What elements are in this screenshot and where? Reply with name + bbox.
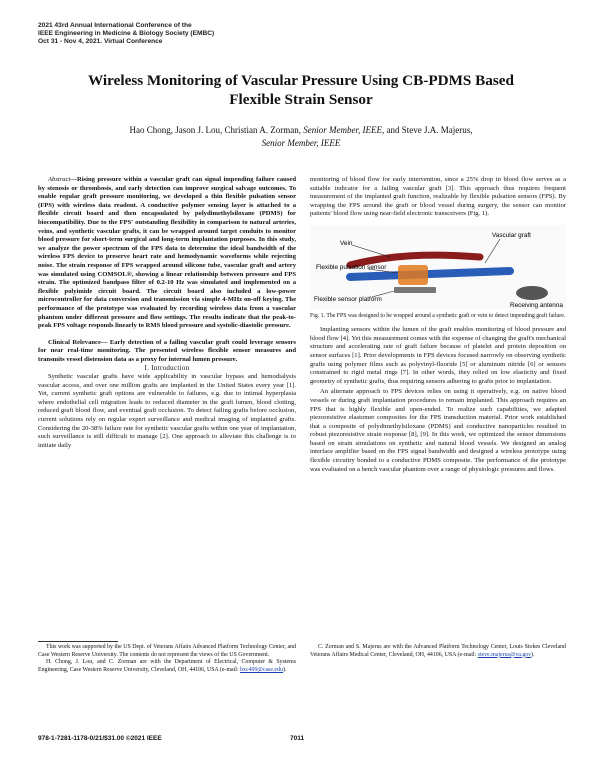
- footnotes-right: [310, 644, 566, 659]
- page-number: 7011: [290, 735, 305, 742]
- copyright-footer: 978-1-7281-1178-0/21/$31.00 ©2021 IEEE: [38, 735, 162, 742]
- affiliation-footnote-1: [38, 659, 296, 674]
- authors-and: , and Steve J.A. Majerus,: [382, 125, 473, 135]
- affiliation-footnote-2: [310, 644, 566, 659]
- conference-header: [38, 22, 214, 47]
- conference-line-1: 2021 43rd Annual International Conference of the: [38, 22, 192, 29]
- platform-shape: [394, 287, 436, 293]
- figure-label-graft: Vascular graft: [492, 231, 531, 239]
- funding-footnote: This work was supported by the US Dept. of Veterans Affairs Advanced Platform Technology Center, and Case Western Reserve University. The contents do not represent the views of the US Government.: [38, 644, 296, 658]
- author-list: [40, 124, 562, 150]
- title-line-2: Flexible Strain Sensor: [229, 91, 373, 108]
- figure-1: [310, 225, 566, 309]
- footnote-rule: [38, 641, 118, 642]
- authors-membership-2: Senior Member, IEEE: [261, 138, 341, 148]
- figure-label-vein: Vein: [340, 239, 353, 247]
- affiliation-2-end: ).: [531, 651, 535, 658]
- intro-paragraph-1-continued: monitoring of blood flow for early intervention, since a 25% drop in blood flow serves as a suitable indicator for a failing vascular graft [3]. This approach thus requires frequent measurement of the implanted graft function, realizable by flexible pulsation sensors (FPS). By wrapping the FPS around the graft or blood vessel during surgery, the sensor can monitor patients' blood flow using near-field electronic transceivers (Fig. 1).: [310, 176, 566, 218]
- figure-label-platform: Flexible sensor platform: [314, 295, 382, 303]
- affiliation-1-text: H. Chong, J. Lou, and C. Zorman are with the Department of Electrical, Computer & Systems Engineering, Case Western Reserve University, Cleveland, OH, 44106, USA (e-mail:: [38, 659, 296, 673]
- title-line-1: Wireless Monitoring of Vascular Pressure Using CB-PDMS Based: [88, 72, 514, 89]
- authors-line-2: [40, 137, 562, 150]
- footnotes-left: [38, 644, 296, 674]
- figure-label-antenna: Receiving antenna: [510, 301, 563, 309]
- abstract: [38, 176, 296, 331]
- authors-names: Hao Chong, Jason J. Lou, Christian A. Zorman,: [129, 125, 304, 135]
- email-link-2[interactable]: steve.majerus@va.gov: [477, 651, 532, 658]
- figure-1-illustration: [310, 225, 566, 309]
- affiliation-2-text: C. Zorman and S. Majerus are with the Advanced Platform Technology Center, Louis Stokes Cleveland Veterans Affairs Medical Center, Cleveland, OH, 44106, USA (e-mail:: [310, 644, 566, 658]
- antenna-shape: [516, 286, 548, 300]
- abstract-text: —Rising pressure within a vascular graft can signal impending failure caused by stenosis or thrombosis, and early detection can improve surgical salvage outcomes. To enable regular graft pressure monitoring, we developed a thin flexible pulsation sensor (FPS) with wireless data readout. A conductive polymer sensing layer is attached to a flexible circuit board and then encapsulated by polydimethylsiloxane (PDMS) for biocompatibility. Due to the FPS' outstanding flexibility in comparison to natural arteries, veins, and synthetic vascular grafts, it can be wrapped around target conduits to monitor blood pressure for short-term surgical and long-term implantation purposes. In this study, we analyze the power spectrum of the FPS data to determine the ideal bandwidth of the wireless FPS device to preserve heart rate and hemodynamic waveforms while rejecting noise. The strain response of FPS wrapped around silicone tube, vascular graft and artery was simulated using COMSOL®, showing a linear relationship between pressure and FPS strain. The optimized bandpass filter of 0.2-10 Hz was simulated and implemented on a flexible polyimide circuit board. The circuit board also included a low-power microcontroller for data conversion and transmission via simple 4-MHz on-off keying. The performance of the prototype was evaluated by recording wireless data from a vascular phantom under different pressure and flow settings. The results indicate that the peak-to-peak FPS voltage responds linearly to RMS blood pressure and systolic-diastolic pressure.: [38, 176, 296, 330]
- clinical-relevance: Clinical Relevance— Early detection of a failing vascular graft could leverage sensors for near real-time monitoring. The presented wireless flexible sensor measures and transmits vessel distension data as a proxy for internal lumen pressure.: [38, 338, 296, 363]
- authors-line-1: [40, 124, 562, 137]
- authors-membership-1: Senior Member, IEEE: [303, 125, 382, 135]
- left-column: [38, 176, 296, 450]
- paper-title: [40, 71, 562, 109]
- affiliation-1-end: ).: [282, 666, 287, 673]
- right-column: [310, 176, 566, 474]
- intro-paragraph-1: Synthetic vascular grafts have wide applicability in vascular bypass and hemodialysis vascular access, and over one million grafts are implanted in the United States every year [1]. Yet, current synthetic graft options are vulnerable to failures, e.g. due to intimal hyperplasia where endothelial cell migration leads to reduced diameter in the graft lumen, blood clotting, reduced graft blood flow, and eventual graft occlusion. To detect failing grafts before occlusion, current solutions rely on regular expert surveillance and medical imaging of implanted grafts. Considering the 20-38% failure rate for synthetic vascular grafts within one year of implantation, such surveillance is still difficult to manage [2]. One approach to alleviate this challenge is to initiate daily: [38, 373, 296, 449]
- conference-line-2: IEEE Engineering in Medicine & Biology Society (EMBC): [38, 30, 215, 38]
- section-heading-introduction: I. Introduction: [144, 364, 190, 373]
- email-link-1[interactable]: hxc499@case.edu: [240, 666, 283, 673]
- sensor-shape: [398, 265, 428, 285]
- intro-paragraph-3: An alternate approach to FPS devices relies on using it operatively, e.g. on native blood vessels or during graft implantation procedures to remain implanted. This approach requires an FPS that is highly flexible and open-ended. To realize such capabilities, we adapted piezoresistive elastomer composites for the FPS transduction material. Prior work established that a composite of polydimethylsiloxane (PDMS) and conductive nanoparticles resulted in robust piezoresistive strain response [8], [9]. In this work, we optimized the sensor dimensions based on strain simulations on synthetic and natural blood vessels. We designed an analog interface amplifier based on the FPS signal bandwidth and designed a wireless prototype using flexible circuitry bonded to a conductive PDMS composite. The performance of the prototype was evaluated on a bench vascular phantom over a range of physiologic pressures and flows.: [310, 388, 566, 473]
- conference-line-3: Oct 31 - Nov 4, 2021. Virtual Conference: [38, 38, 163, 46]
- figure-label-sensor: Flexible pulsation sensor: [316, 263, 387, 271]
- intro-paragraph-2: Implanting sensors within the lumen of the graft enables monitoring of blood pressure and blood flow [4]. Yet this measurement comes with the expense of changing the graft's mechanical structure and accelerating rate of graft failure because of platelet and protein deposition on sensor surfaces [1]. Prior developments in FPS devices focused narrowly on observing synthetic grafts using polymer films such as polyvinyl-fluoride [5] or aluminum nitride [6] or sensors constrained to rigid metal rings [7]. In other words, they relied on low elasticity and fixed geometry of synthetic grafts, thus requiring sensors adhering to grafts prior to implantation.: [310, 326, 566, 385]
- figure-1-caption: Fig. 1. The FPS was designed to be wrapped around a synthetic graft or vein to detect impending graft failure.: [310, 312, 566, 319]
- abstract-label: Abstract: [48, 176, 71, 183]
